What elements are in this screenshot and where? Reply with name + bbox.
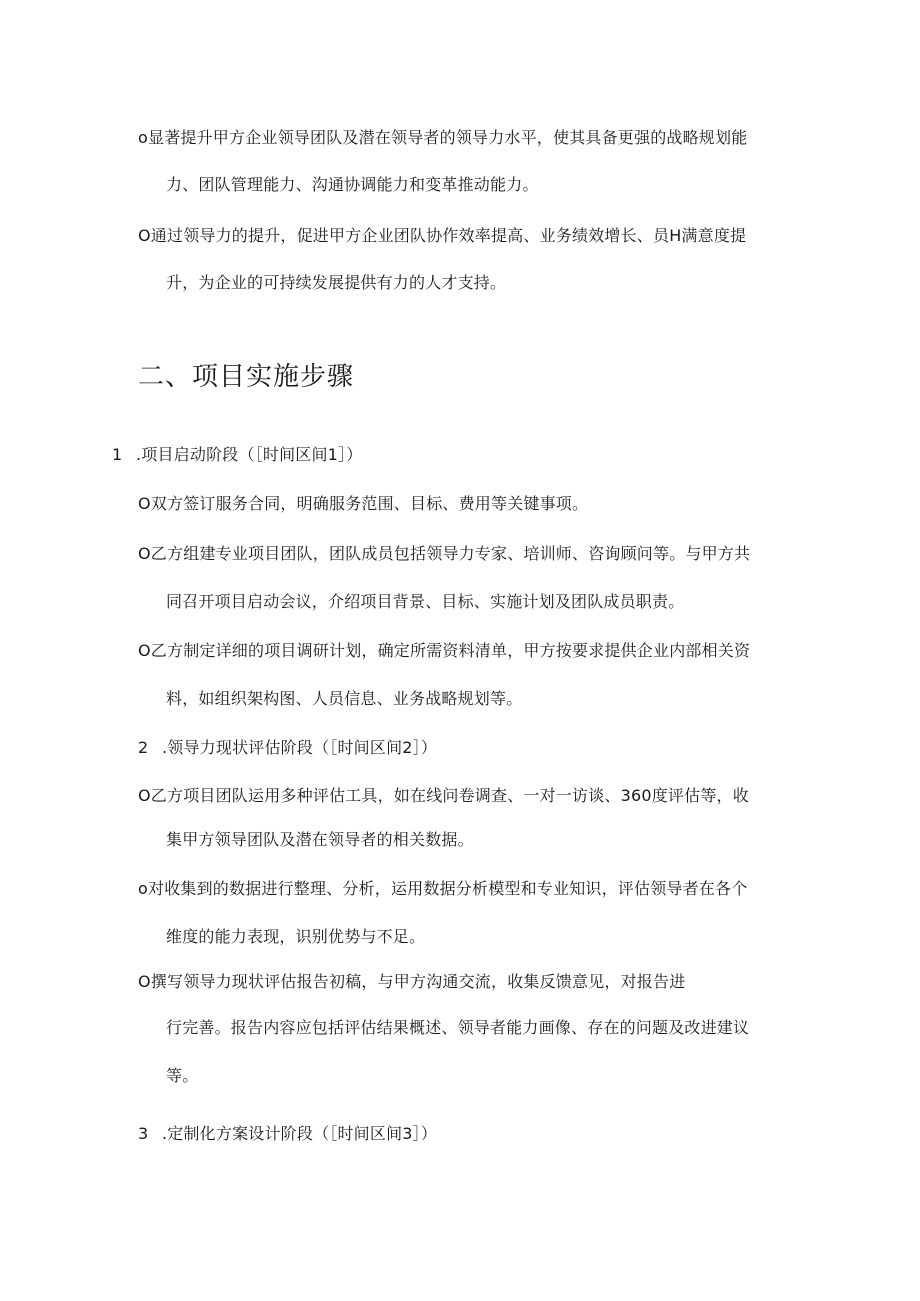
phase-1-bullet-3-line-1: O乙方制定详细的项目调研计划，确定所需资料清单，甲方按要求提供企业内部相关资 [138,641,751,660]
phase-title: .项目启动阶段（［时间区间1］） [136,445,363,464]
phase-2-bullet-1-line-2: 集甲方领导团队及潜在领导者的相关数据。 [166,830,474,849]
phase-2-bullet-3-line-1: O撰写领导力现状评估报告初稿，与甲方沟通交流，收集反馈意见，对报告进 [138,972,686,991]
intro-bullet-2-line-2: 升，为企业的可持续发展提供有力的人才支持。 [166,273,507,292]
phase-number: 1 [112,445,123,464]
phase-2-bullet-2-line-1: o对收集到的数据进行整理、分析，运用数据分析模型和专业知识，评估领导者在各个 [138,879,748,898]
phase-2-bullet-3-line-2: 行完善。报告内容应包括评估结果概述、领导者能力画像、存在的问题及改进建议 [166,1018,750,1037]
intro-bullet-1-line-1: o显著提升甲方企业领导团队及潜在领导者的领导力水平，使其具备更强的战略规划能 [138,128,748,147]
phase-1-bullet-2-line-2: 同召开项目启动会议，介绍项目背景、目标、实施计划及团队成员职责。 [166,592,685,611]
phase-1-bullet-1-line-1: O双方签订服务合同，明确服务范围、目标、费用等关键事项。 [138,494,589,513]
phase-3-heading [138,1123,437,1145]
phase-2-bullet-1-line-1: O乙方项目团队运用多种评估工具，如在线问卷调查、一对一访谈、360度评估等，收 [138,786,749,805]
phase-1-bullet-3-line-2: 料，如组织架构图、人员信息、业务战略规划等。 [166,689,523,708]
phase-number: 2 [138,738,149,757]
intro-bullet-1-line-2: 力、团队管理能力、沟通协调能力和变革推动能力。 [166,175,539,194]
phase-number: 3 [138,1124,149,1143]
phase-2-bullet-3-line-3: 等。 [166,1066,199,1085]
phase-1-heading [112,444,362,466]
phase-1-bullet-2-line-1: O乙方组建专业项目团队，团队成员包括领导力专家、培训师、咨询顾问等。与甲方共 [138,544,751,563]
section-heading: 二、项目实施步骤 [138,362,355,392]
phase-2-heading [138,737,437,759]
phase-title: .定制化方案设计阶段（［时间区间3］） [162,1124,438,1143]
phase-title: .领导力现状评估阶段（［时间区间2］） [162,738,438,757]
phase-2-bullet-2-line-2: 维度的能力表现，识别优势与不足。 [166,927,426,946]
intro-bullet-2-line-1: O通过领导力的提升，促进甲方企业团队协作效率提高、业务绩效增长、员H满意度提 [138,226,747,245]
